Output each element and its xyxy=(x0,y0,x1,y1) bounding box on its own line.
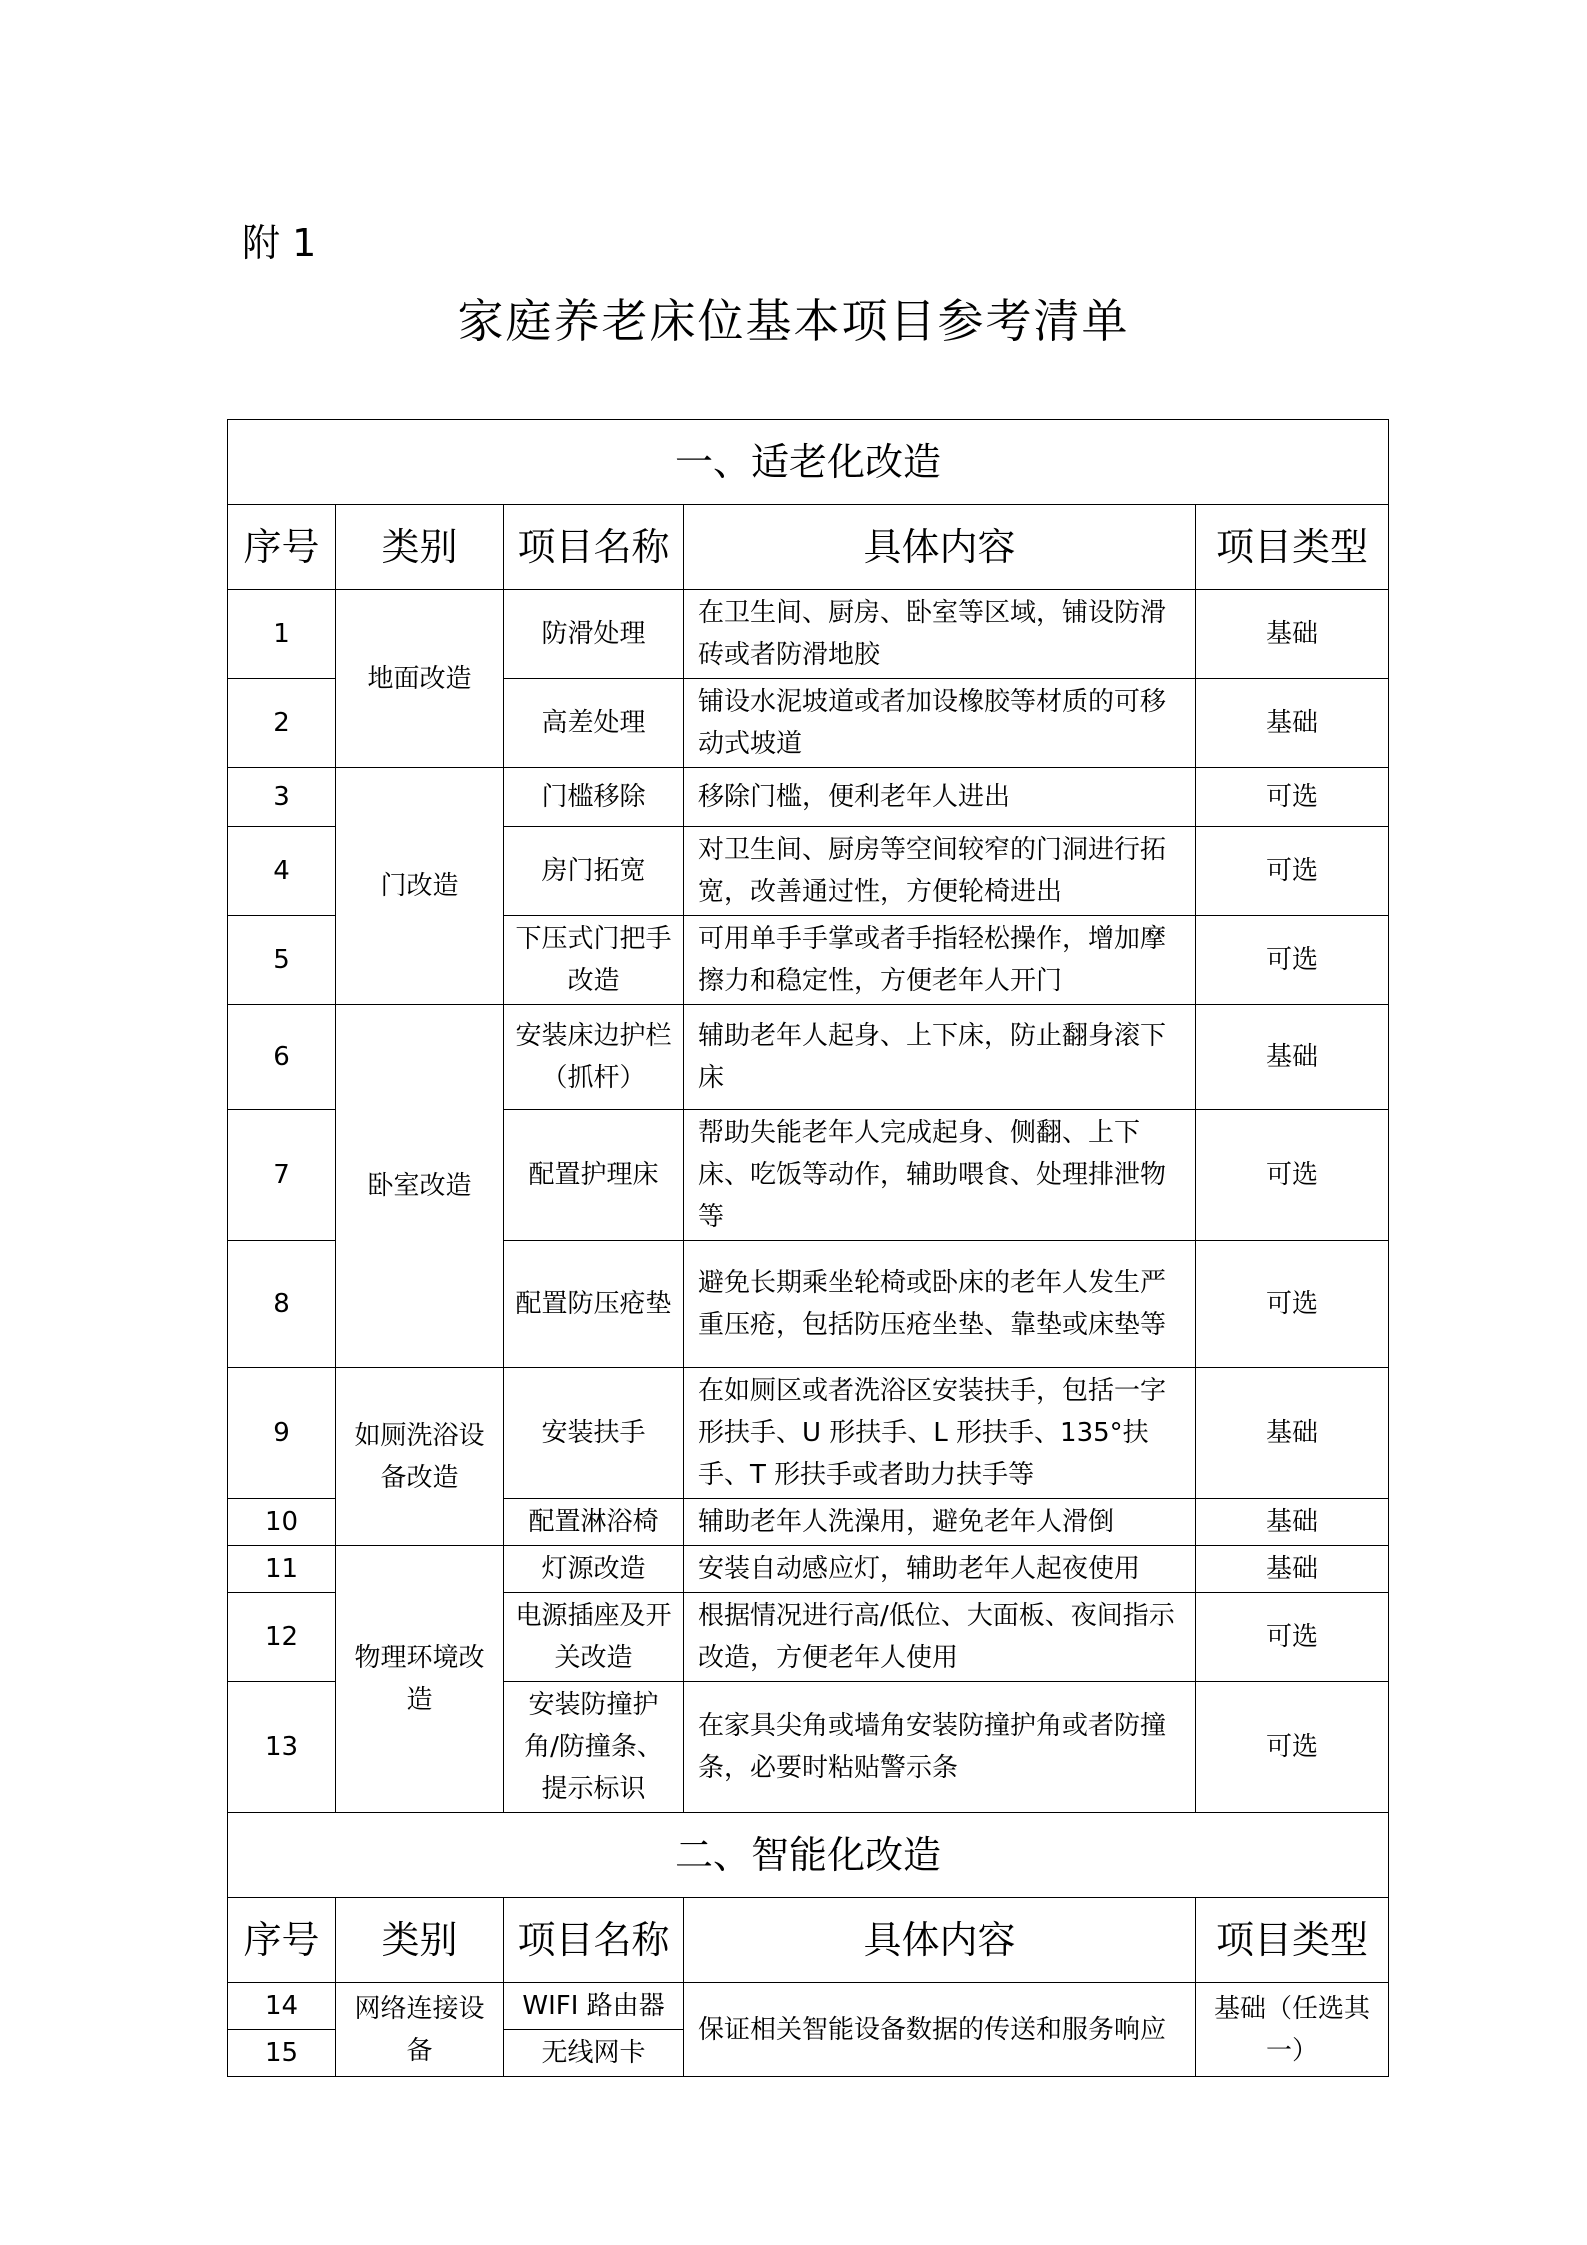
row-type: 可选 xyxy=(1196,1110,1389,1241)
row-type: 可选 xyxy=(1196,916,1389,1005)
header-content: 具体内容 xyxy=(684,1898,1196,1983)
row-type: 可选 xyxy=(1196,1593,1389,1682)
section-1-header-row xyxy=(228,420,1389,505)
category-cell: 地面改造 xyxy=(336,590,504,768)
row-name: 高差处理 xyxy=(504,679,684,768)
row-name: 无线网卡 xyxy=(504,2030,684,2077)
row-no: 2 xyxy=(228,679,336,768)
row-no: 6 xyxy=(228,1005,336,1110)
row-name: WIFI 路由器 xyxy=(504,1983,684,2030)
header-category: 类别 xyxy=(336,505,504,590)
row-no: 14 xyxy=(228,1983,336,2030)
section-2-title: 二、智能化改造 xyxy=(228,1813,1389,1898)
row-name: 配置淋浴椅 xyxy=(504,1499,684,1546)
row-type: 基础 xyxy=(1196,1005,1389,1110)
row-type: 基础（任选其一） xyxy=(1196,1983,1389,2077)
row-content: 在如厕区或者洗浴区安装扶手，包括一字形扶手、U 形扶手、L 形扶手、135°扶手、T 形扶手或者助力扶手等 xyxy=(684,1368,1196,1499)
header-no: 序号 xyxy=(228,1898,336,1983)
category-cell: 如厕洗浴设备改造 xyxy=(336,1368,504,1546)
row-content: 在家具尖角或墙角安装防撞护角或者防撞条，必要时粘贴警示条 xyxy=(684,1682,1196,1813)
column-header-row xyxy=(228,1898,1389,1983)
row-content: 可用单手手掌或者手指轻松操作，增加摩擦力和稳定性，方便老年人开门 xyxy=(684,916,1196,1005)
row-type: 基础 xyxy=(1196,1499,1389,1546)
row-name: 电源插座及开关改造 xyxy=(504,1593,684,1682)
row-no: 12 xyxy=(228,1593,336,1682)
table-row xyxy=(228,1546,1389,1593)
table-row xyxy=(228,1005,1389,1110)
table-row xyxy=(228,768,1389,827)
row-type: 可选 xyxy=(1196,827,1389,916)
row-no: 7 xyxy=(228,1110,336,1241)
row-name: 安装扶手 xyxy=(504,1368,684,1499)
row-content: 避免长期乘坐轮椅或卧床的老年人发生严重压疮，包括防压疮坐垫、靠垫或床垫等 xyxy=(684,1241,1196,1368)
row-no: 10 xyxy=(228,1499,336,1546)
document-title: 家庭养老床位基本项目参考清单 xyxy=(457,294,1130,348)
row-name: 下压式门把手改造 xyxy=(504,916,684,1005)
row-content: 在卫生间、厨房、卧室等区域，铺设防滑砖或者防滑地胶 xyxy=(684,590,1196,679)
table-row xyxy=(228,1983,1389,2030)
reference-list-table xyxy=(227,419,1389,2077)
row-type: 可选 xyxy=(1196,1241,1389,1368)
row-type: 基础 xyxy=(1196,1546,1389,1593)
row-no: 5 xyxy=(228,916,336,1005)
row-type: 可选 xyxy=(1196,768,1389,827)
row-content: 铺设水泥坡道或者加设橡胶等材质的可移动式坡道 xyxy=(684,679,1196,768)
section-1-title: 一、适老化改造 xyxy=(228,420,1389,505)
row-content: 根据情况进行高/低位、大面板、夜间指示改造，方便老年人使用 xyxy=(684,1593,1196,1682)
section-2-header-row xyxy=(228,1813,1389,1898)
category-cell: 卧室改造 xyxy=(336,1005,504,1368)
row-name: 安装床边护栏（抓杆） xyxy=(504,1005,684,1110)
category-cell: 网络连接设备 xyxy=(336,1983,504,2077)
category-cell: 物理环境改造 xyxy=(336,1546,504,1813)
row-name: 安装防撞护角/防撞条、提示标识 xyxy=(504,1682,684,1813)
row-content: 对卫生间、厨房等空间较窄的门洞进行拓宽，改善通过性，方便轮椅进出 xyxy=(684,827,1196,916)
row-name: 门槛移除 xyxy=(504,768,684,827)
row-no: 1 xyxy=(228,590,336,679)
row-content: 辅助老年人起身、上下床，防止翻身滚下床 xyxy=(684,1005,1196,1110)
row-type: 基础 xyxy=(1196,1368,1389,1499)
row-content: 安装自动感应灯，辅助老年人起夜使用 xyxy=(684,1546,1196,1593)
row-name: 灯源改造 xyxy=(504,1546,684,1593)
row-no: 15 xyxy=(228,2030,336,2077)
row-no: 4 xyxy=(228,827,336,916)
row-no: 13 xyxy=(228,1682,336,1813)
row-name: 房门拓宽 xyxy=(504,827,684,916)
row-content: 帮助失能老年人完成起身、侧翻、上下床、吃饭等动作，辅助喂食、处理排泄物等 xyxy=(684,1110,1196,1241)
row-no: 11 xyxy=(228,1546,336,1593)
header-category: 类别 xyxy=(336,1898,504,1983)
header-type: 项目类型 xyxy=(1196,505,1389,590)
row-content: 移除门槛，便利老年人进出 xyxy=(684,768,1196,827)
row-type: 可选 xyxy=(1196,1682,1389,1813)
row-type: 基础 xyxy=(1196,679,1389,768)
row-no: 9 xyxy=(228,1368,336,1499)
header-name: 项目名称 xyxy=(504,505,684,590)
row-name: 配置防压疮垫 xyxy=(504,1241,684,1368)
header-no: 序号 xyxy=(228,505,336,590)
annex-label: 附 1 xyxy=(242,221,317,265)
row-no: 8 xyxy=(228,1241,336,1368)
row-name: 防滑处理 xyxy=(504,590,684,679)
row-no: 3 xyxy=(228,768,336,827)
header-type: 项目类型 xyxy=(1196,1898,1389,1983)
row-content: 辅助老年人洗澡用，避免老年人滑倒 xyxy=(684,1499,1196,1546)
column-header-row xyxy=(228,505,1389,590)
table-row xyxy=(228,590,1389,679)
header-name: 项目名称 xyxy=(504,1898,684,1983)
row-name: 配置护理床 xyxy=(504,1110,684,1241)
row-type: 基础 xyxy=(1196,590,1389,679)
row-content: 保证相关智能设备数据的传送和服务响应 xyxy=(684,1983,1196,2077)
category-cell: 门改造 xyxy=(336,768,504,1005)
table-row xyxy=(228,1368,1389,1499)
header-content: 具体内容 xyxy=(684,505,1196,590)
